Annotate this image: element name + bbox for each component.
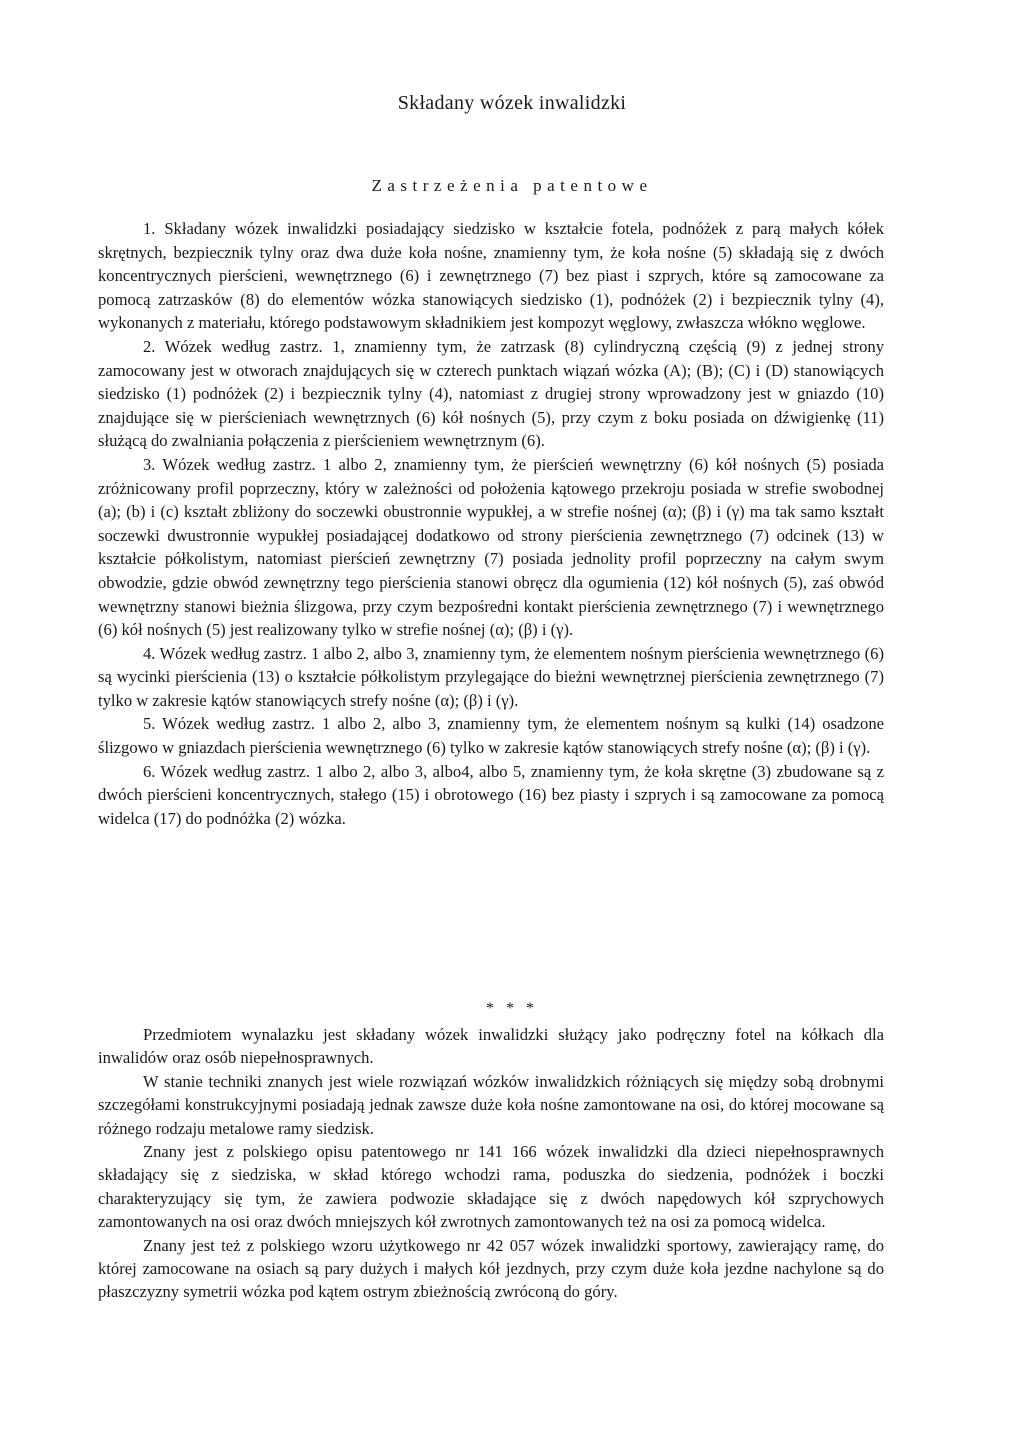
claim-paragraph: 6. Wózek według zastrz. 1 albo 2, albo 3, albo4, albo 5, znamienny tym, że koła skrętne (3) zbudowane są z dwóch pierścieni koncentrycznych, stałego (15) i obrotowego (16) bez piasty i szprych i są zamocowane za pomocą widelca (17) do podnóżka (2) wózka. bbox=[98, 761, 884, 828]
description-paragraph: W stanie techniki znanych jest wiele rozwiązań wózków inwalidzkich różniących się między sobą drobnymi szczegółami konstrukcyjnymi posiadają jednak zawsze duże koła nośne zamontowane na osi, do której mocowane są różnego rodzaju metalowe ramy siedzisk. bbox=[98, 1071, 884, 1138]
claim-paragraph: 3. Wózek według zastrz. 1 albo 2, znamienny tym, że pierścień wewnętrzny (6) kół nośnych (5) posiada zróżnicowany profil poprzeczny, który w zależności od położenia kątowego przekroju posiada w strefie swobodnej (a); (b) i (c) kształt zbliżony do soczewki obustronnie wypukłej, a w strefie nośnej (α); (β) i (γ) ma tak samo kształt soczewki dwustronnie wypukłej posiadającej dodatkowo od strony pierścienia zewnętrznego (7) odcinek (13) w kształcie półkolistym, natomiast pierścień zewnętrzny (7) posiada jednolity profil poprzeczny na całym swym obwodzie, gdzie obwód zewnętrzny tego pierścienia stanowi obręcz dla ogumienia (12) kół nośnych (5), zaś obwód wewnętrzny stanowi bieżnia ślizgowa, przy czym bezpośredni kontakt pierścienia zewnętrznego (7) i wewnętrznego (6) kół nośnych (5) jest realizowany tylko w strefie nośnej (α); (β) i (γ). bbox=[98, 454, 884, 640]
section-separator: * * * bbox=[486, 1000, 538, 1017]
description-paragraph: Znany jest z polskiego opisu patentowego nr 141 166 wózek inwalidzki dla dzieci niepełnosprawnych składający się z siedziska, w skład którego wchodzi rama, poduszka do siedzenia, podnóżek i boczki charakteryzujący się tym, że zawiera podwozie składające się z dwóch napędowych kół szprychowych zamontowanych na osi oraz dwóch mniejszych kół zwrotnych zamontowanych też na osi za pomocą widelca. bbox=[98, 1142, 884, 1232]
claims-section bbox=[98, 217, 884, 830]
claim-paragraph: 4. Wózek według zastrz. 1 albo 2, albo 3, znamienny tym, że elementem nośnym pierścienia wewnętrznego (6) są wycinki pierścienia (13) o kształcie półkolistym przylegające do bieżni wewnętrznej pierścienia zewnętrznego (7) tylko w zakresie kątów stanowiących strefy nośne (α); (β) i (γ). bbox=[98, 643, 884, 710]
description-paragraph: Przedmiotem wynalazku jest składany wózek inwalidzki służący jako podręczny fotel na kółkach dla inwalidów oraz osób niepełnosprawnych. bbox=[98, 1025, 884, 1068]
description-section bbox=[98, 1023, 884, 1304]
description-paragraph: Znany jest też z polskiego wzoru użytkowego nr 42 057 wózek inwalidzki sportowy, zawierający ramę, do której zamocowane na osiach są pary dużych i małych kół jezdnych, przy czym duże koła jezdne nachylone są do płaszczyzny symetrii wózka pod kątem ostrym zbieżnością zwróconą do góry. bbox=[98, 1235, 884, 1302]
claim-paragraph: 2. Wózek według zastrz. 1, znamienny tym, że zatrzask (8) cylindryczną częścią (9) z jednej strony zamocowany jest w otworach znajdujących się w czterech punktach wiązań wózka (A); (B); (C) i (D) stanowiących siedzisko (1) podnóżek (2) i bezpiecznik tylny (4), natomiast z drugiej strony wprowadzony jest w gniazdo (10) znajdujące się w pierścieniach wewnętrznych (6) kół nośnych (5), przy czym z boku posiada on dźwigienkę (11) służącą do zwalniania połączenia z pierścieniem wewnętrznym (6). bbox=[98, 336, 884, 451]
claim-paragraph: 5. Wózek według zastrz. 1 albo 2, albo 3, znamienny tym, że elementem nośnym są kulki (14) osadzone ślizgowo w gniazdach pierścienia wewnętrznego (6) tylko w zakresie kątów stanowiących strefy nośne (α); (β) i (γ). bbox=[98, 714, 884, 758]
document-title: Składany wózek inwalidzki bbox=[397, 92, 627, 114]
section-heading-claims: Zastrzeżenia patentowe bbox=[371, 176, 653, 195]
claim-paragraph: 1. Składany wózek inwalidzki posiadający siedzisko w kształcie fotela, podnóżek z parą małych kółek skrętnych, bezpiecznik tylny oraz dwa duże koła nośne, znamienny tym, że koła nośne (5) składają się z dwóch koncentrycznych pierścieni, wewnętrznego (6) i zewnętrznego (7) bez piast i szprych, które są zamocowane za pomocą zatrzasków (8) do elementów wózka stanowiących siedzisko (1), podnóżek (2) i bezpiecznik tylny (4), wykonanych z materiału, którego podstawowym składnikiem jest kompozyt węglowy, zwłaszcza włókno węglowe. bbox=[98, 219, 884, 333]
